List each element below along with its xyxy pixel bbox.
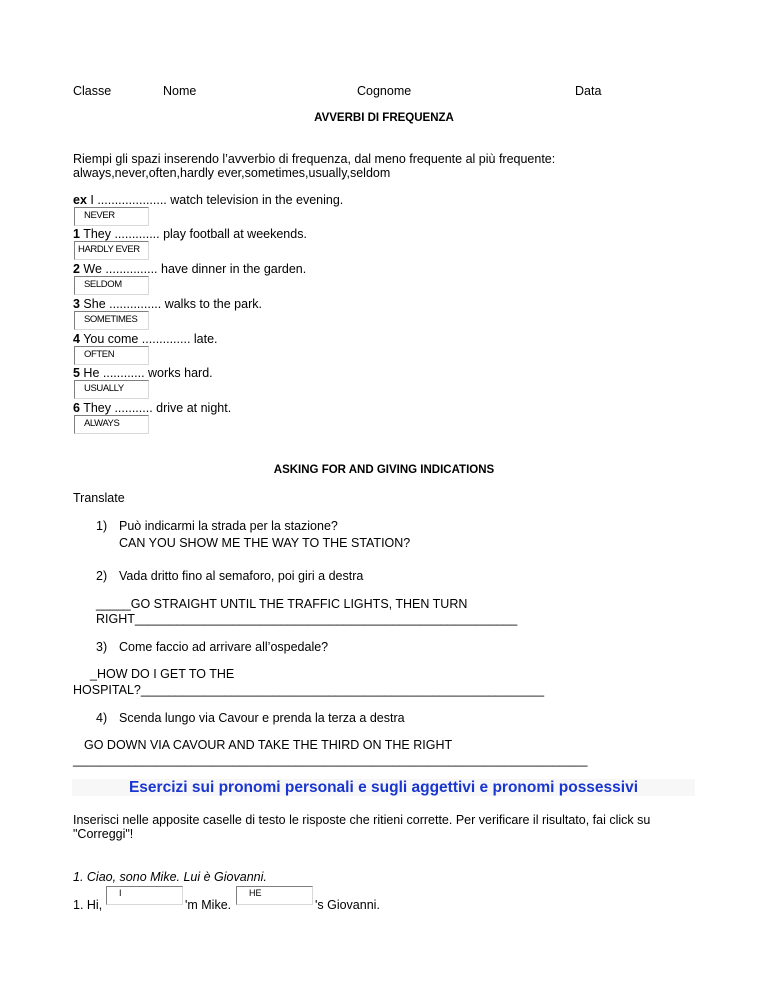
label-nome: Nome <box>163 84 197 98</box>
pronoun-input[interactable]: I <box>106 886 183 905</box>
answer-field[interactable]: ALWAYS <box>74 415 149 434</box>
exercise-item: 1 They ............. play football at weekends. <box>73 227 307 241</box>
answer-field[interactable]: HARDLY EVER <box>74 241 149 260</box>
answer-text: _____GO STRAIGHT UNTIL THE TRAFFIC LIGHTS, THEN TURN <box>96 597 468 611</box>
question-text: Come faccio ad arrivare all’ospedale? <box>119 640 329 654</box>
question-text: Scenda lungo via Cavour e prenda la terza a destra <box>119 711 405 725</box>
pronoun-input[interactable]: HE <box>236 886 313 905</box>
exercise-item: 4 You come .............. late. <box>73 332 218 346</box>
label-classe: Classe <box>73 84 112 98</box>
question-number: 3) <box>96 640 108 654</box>
instruction-line-1: Riempi gli spazi inserendo l’avverbio di frequenza, dal meno frequente al più frequente: <box>73 152 556 166</box>
question-text: Può indicarmi la strada per la stazione? <box>119 519 338 533</box>
answer-text: _HOW DO I GET TO THE <box>90 667 235 681</box>
answer-text: RIGHT_______________________________________________________ <box>96 612 518 626</box>
answer-field[interactable]: OFTEN <box>74 346 149 365</box>
end-text: 's Giovanni. <box>315 898 380 912</box>
answer-text: CAN YOU SHOW ME THE WAY TO THE STATION? <box>119 536 411 550</box>
exercise-item: 2 We ............... have dinner in the garden. <box>73 262 307 276</box>
section-title-pronomi: Esercizi sui pronomi personali e sugli aggettivi e pronomi possessivi <box>72 779 695 796</box>
answer-text: GO DOWN VIA CAVOUR AND TAKE THE THIRD ON THE RIGHT <box>84 738 453 752</box>
example-italian: 1. Ciao, sono Mike. Lui è Giovanni. <box>73 870 267 884</box>
answer-field[interactable]: USUALLY <box>74 380 149 399</box>
section-title-indications: ASKING FOR AND GIVING INDICATIONS <box>273 464 495 476</box>
translate-label: Translate <box>73 491 125 505</box>
exercise-item: 3 She ............... walks to the park. <box>73 297 262 311</box>
question-number: 4) <box>96 711 108 725</box>
exercise-item: ex I .................... watch television in the evening. <box>73 193 344 207</box>
question-number: 2) <box>96 569 108 583</box>
line-prefix: 1. Hi, <box>73 898 103 912</box>
instruction-line-2: always,never,often,hardly ever,sometimes,usually,seldom <box>73 166 391 180</box>
exercise-item: 6 They ........... drive at night. <box>73 401 232 415</box>
instruction-line-2: "Correggi"! <box>73 827 134 841</box>
question-number: 1) <box>96 519 108 533</box>
answer-field[interactable]: SELDOM <box>74 276 149 295</box>
answer-text: HOSPITAL?__________________________________________________________ <box>73 683 545 697</box>
answer-field[interactable]: NEVER <box>74 207 149 226</box>
answer-text: __________________________________________________________________________ <box>73 753 588 767</box>
label-data: Data <box>575 84 602 98</box>
mid-text: 'm Mike. <box>185 898 232 912</box>
instruction-line-1: Inserisci nelle apposite caselle di testo le risposte che ritieni corrette. Per verificare il risultato, fai click su <box>73 813 651 827</box>
section-title-avverbi: AVVERBI DI FREQUENZA <box>314 112 454 124</box>
exercise-item: 5 He ............ works hard. <box>73 366 213 380</box>
question-text: Vada dritto fino al semaforo, poi giri a destra <box>119 569 364 583</box>
answer-field[interactable]: SOMETIMES <box>74 311 149 330</box>
label-cognome: Cognome <box>357 84 412 98</box>
